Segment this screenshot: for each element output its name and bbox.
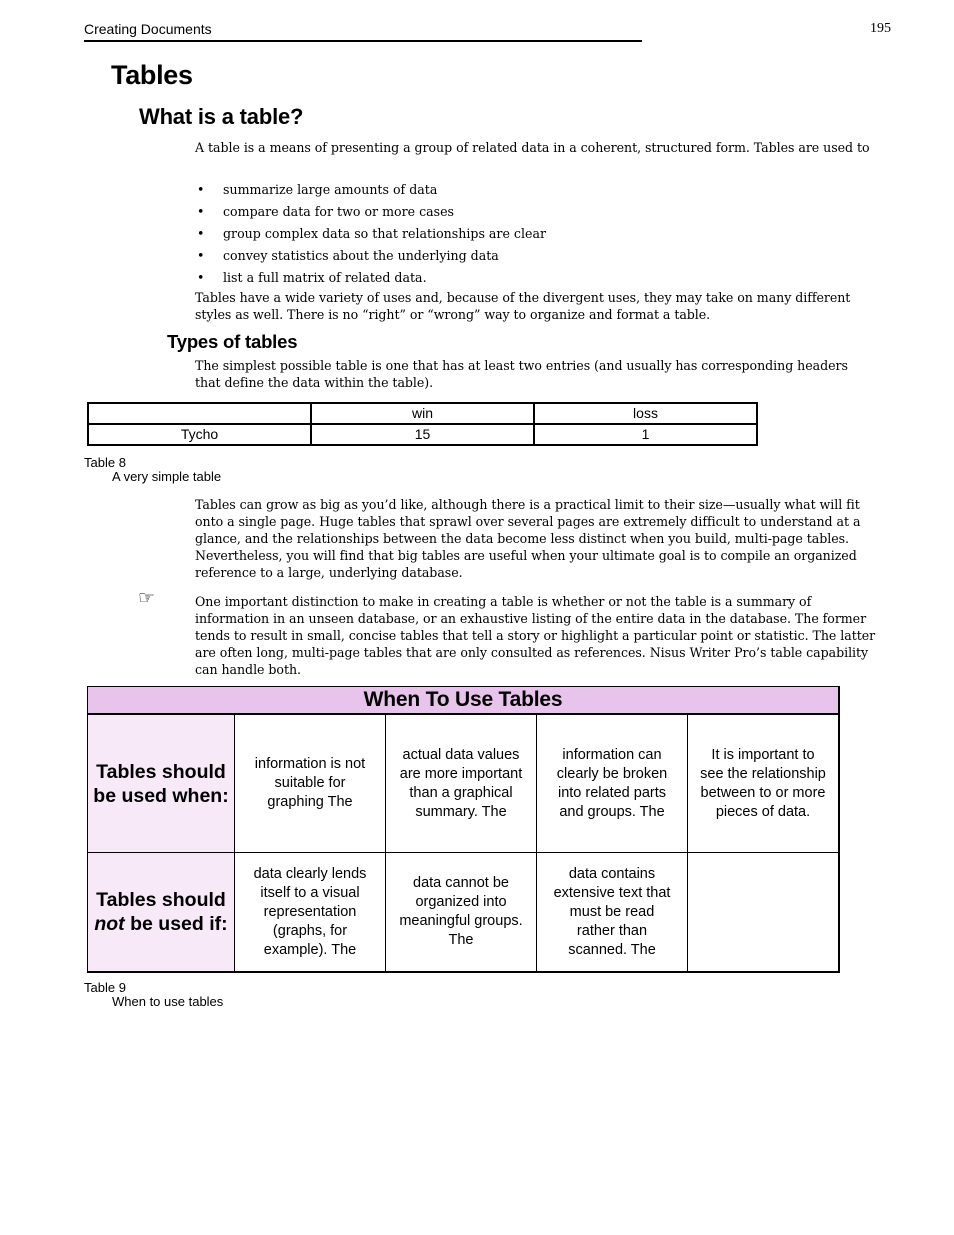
bullet-icon: • [197, 270, 205, 285]
running-header [84, 20, 642, 42]
simplest-paragraph: The simplest possible table is one that has at least two entries (and usually has corresponding headers that define the data within the table). [195, 358, 848, 390]
list-item [195, 225, 546, 247]
table-title-row [88, 687, 840, 715]
list-item [195, 181, 546, 203]
table-row [88, 424, 757, 445]
row-header-label-post: be used if: [130, 913, 228, 935]
cell-text: actual data values are more important than a graphical summary. The [399, 746, 523, 820]
row-header-label-emphasis: not [94, 913, 125, 935]
subsection-title-types: Types of tables [167, 331, 298, 352]
cell-text: data contains extensive text that must be read rather than scanned. The [553, 865, 671, 958]
bullet-icon: • [197, 182, 205, 197]
cell-text: data clearly lends itself to a visual representation (graphs, for example). The [253, 865, 367, 958]
pointing-hand-icon: ☞ [138, 587, 156, 609]
table-cell: win [311, 403, 534, 424]
simple-table [87, 402, 758, 446]
table-caption-number: Table 9 [84, 980, 126, 995]
table-cell [537, 714, 688, 853]
table-row [88, 403, 757, 424]
bullet-icon: • [197, 226, 205, 241]
table-caption-text: A very simple table [112, 469, 222, 484]
list-item-text: group complex data so that relationships are clear [223, 226, 546, 241]
list-item-text: compare data for two or more cases [223, 204, 455, 219]
table-caption-number: Table 8 [84, 455, 126, 470]
when-to-use-table [87, 686, 840, 973]
distinction-paragraph: One important distinction to make in creating a table is whether or not the table is a summary of information in an unseen database, or an exhaustive listing of the entire data in the database. The former tends to result in small, concise tables that tell a story or highlight a particular point or statistic. The latter are often long, multi-page tables that are only consulted as references. Nisus Writer Pro’s table capability can handle both. [195, 594, 876, 677]
row-header-label-pre: Tables should [96, 889, 226, 911]
page-number: 195 [870, 21, 891, 36]
table-cell [235, 853, 386, 973]
list-item-text: summarize large amounts of data [223, 182, 438, 197]
list-item-text: convey statistics about the underlying data [223, 248, 499, 263]
table-cell: loss [534, 403, 757, 424]
cell-text: information is not suitable for graphing The [254, 756, 366, 810]
grow-paragraph: Tables can grow as big as you’d like, although there is a practical limit to their size—usually what will fit onto a single page. Huge tables that sprawl over several pages are extremely difficult to understand at a glance, and the relationships between the data become less distinct when you build, multi-page tables. Nevertheless, you will find that big tables are useful when your ultimate goal is to compile an organized reference to a large, underlying database. [195, 497, 861, 580]
table-cell: 1 [534, 424, 757, 445]
table-cell: 15 [311, 424, 534, 445]
table-cell [688, 853, 840, 973]
variety-paragraph: Tables have a wide variety of uses and, because of the divergent uses, they may take on many different styles as well. There is no “right” or “wrong” way to organize and format a table. [195, 290, 851, 322]
subsection-title-what-is-table: What is a table? [139, 104, 304, 129]
list-item [195, 203, 546, 225]
row-header-should-not [88, 853, 235, 973]
table-title: When To Use Tables [88, 687, 840, 715]
table-cell [235, 714, 386, 853]
uses-bullet-list [195, 181, 546, 291]
row-header-should [88, 714, 235, 853]
cell-text: data cannot be organized into meaningful groups. The [399, 875, 523, 948]
bullet-icon: • [197, 248, 205, 263]
bullet-icon: • [197, 204, 205, 219]
list-item [195, 247, 546, 269]
cell-text: information can clearly be broken into related parts and groups. The [556, 746, 668, 820]
cell-text: It is important to see the relationship between to or more pieces of data. [700, 746, 826, 820]
row-header-label: Tables should be used when: [93, 760, 229, 807]
table-cell [386, 714, 537, 853]
table-caption-text: When to use tables [112, 994, 224, 1009]
list-item [195, 269, 546, 291]
table-row [88, 714, 840, 853]
list-item-text: list a full matrix of related data. [223, 270, 427, 285]
table-cell [688, 714, 840, 853]
table-row [88, 853, 840, 973]
table-cell [88, 403, 311, 424]
intro-paragraph: A table is a means of presenting a group of related data in a coherent, structured form. Tables are used to [195, 140, 870, 155]
header-title: Creating Documents [84, 21, 212, 37]
table-cell [386, 853, 537, 973]
table-cell [537, 853, 688, 973]
table-cell: Tycho [88, 424, 311, 445]
section-title: Tables [111, 60, 193, 90]
